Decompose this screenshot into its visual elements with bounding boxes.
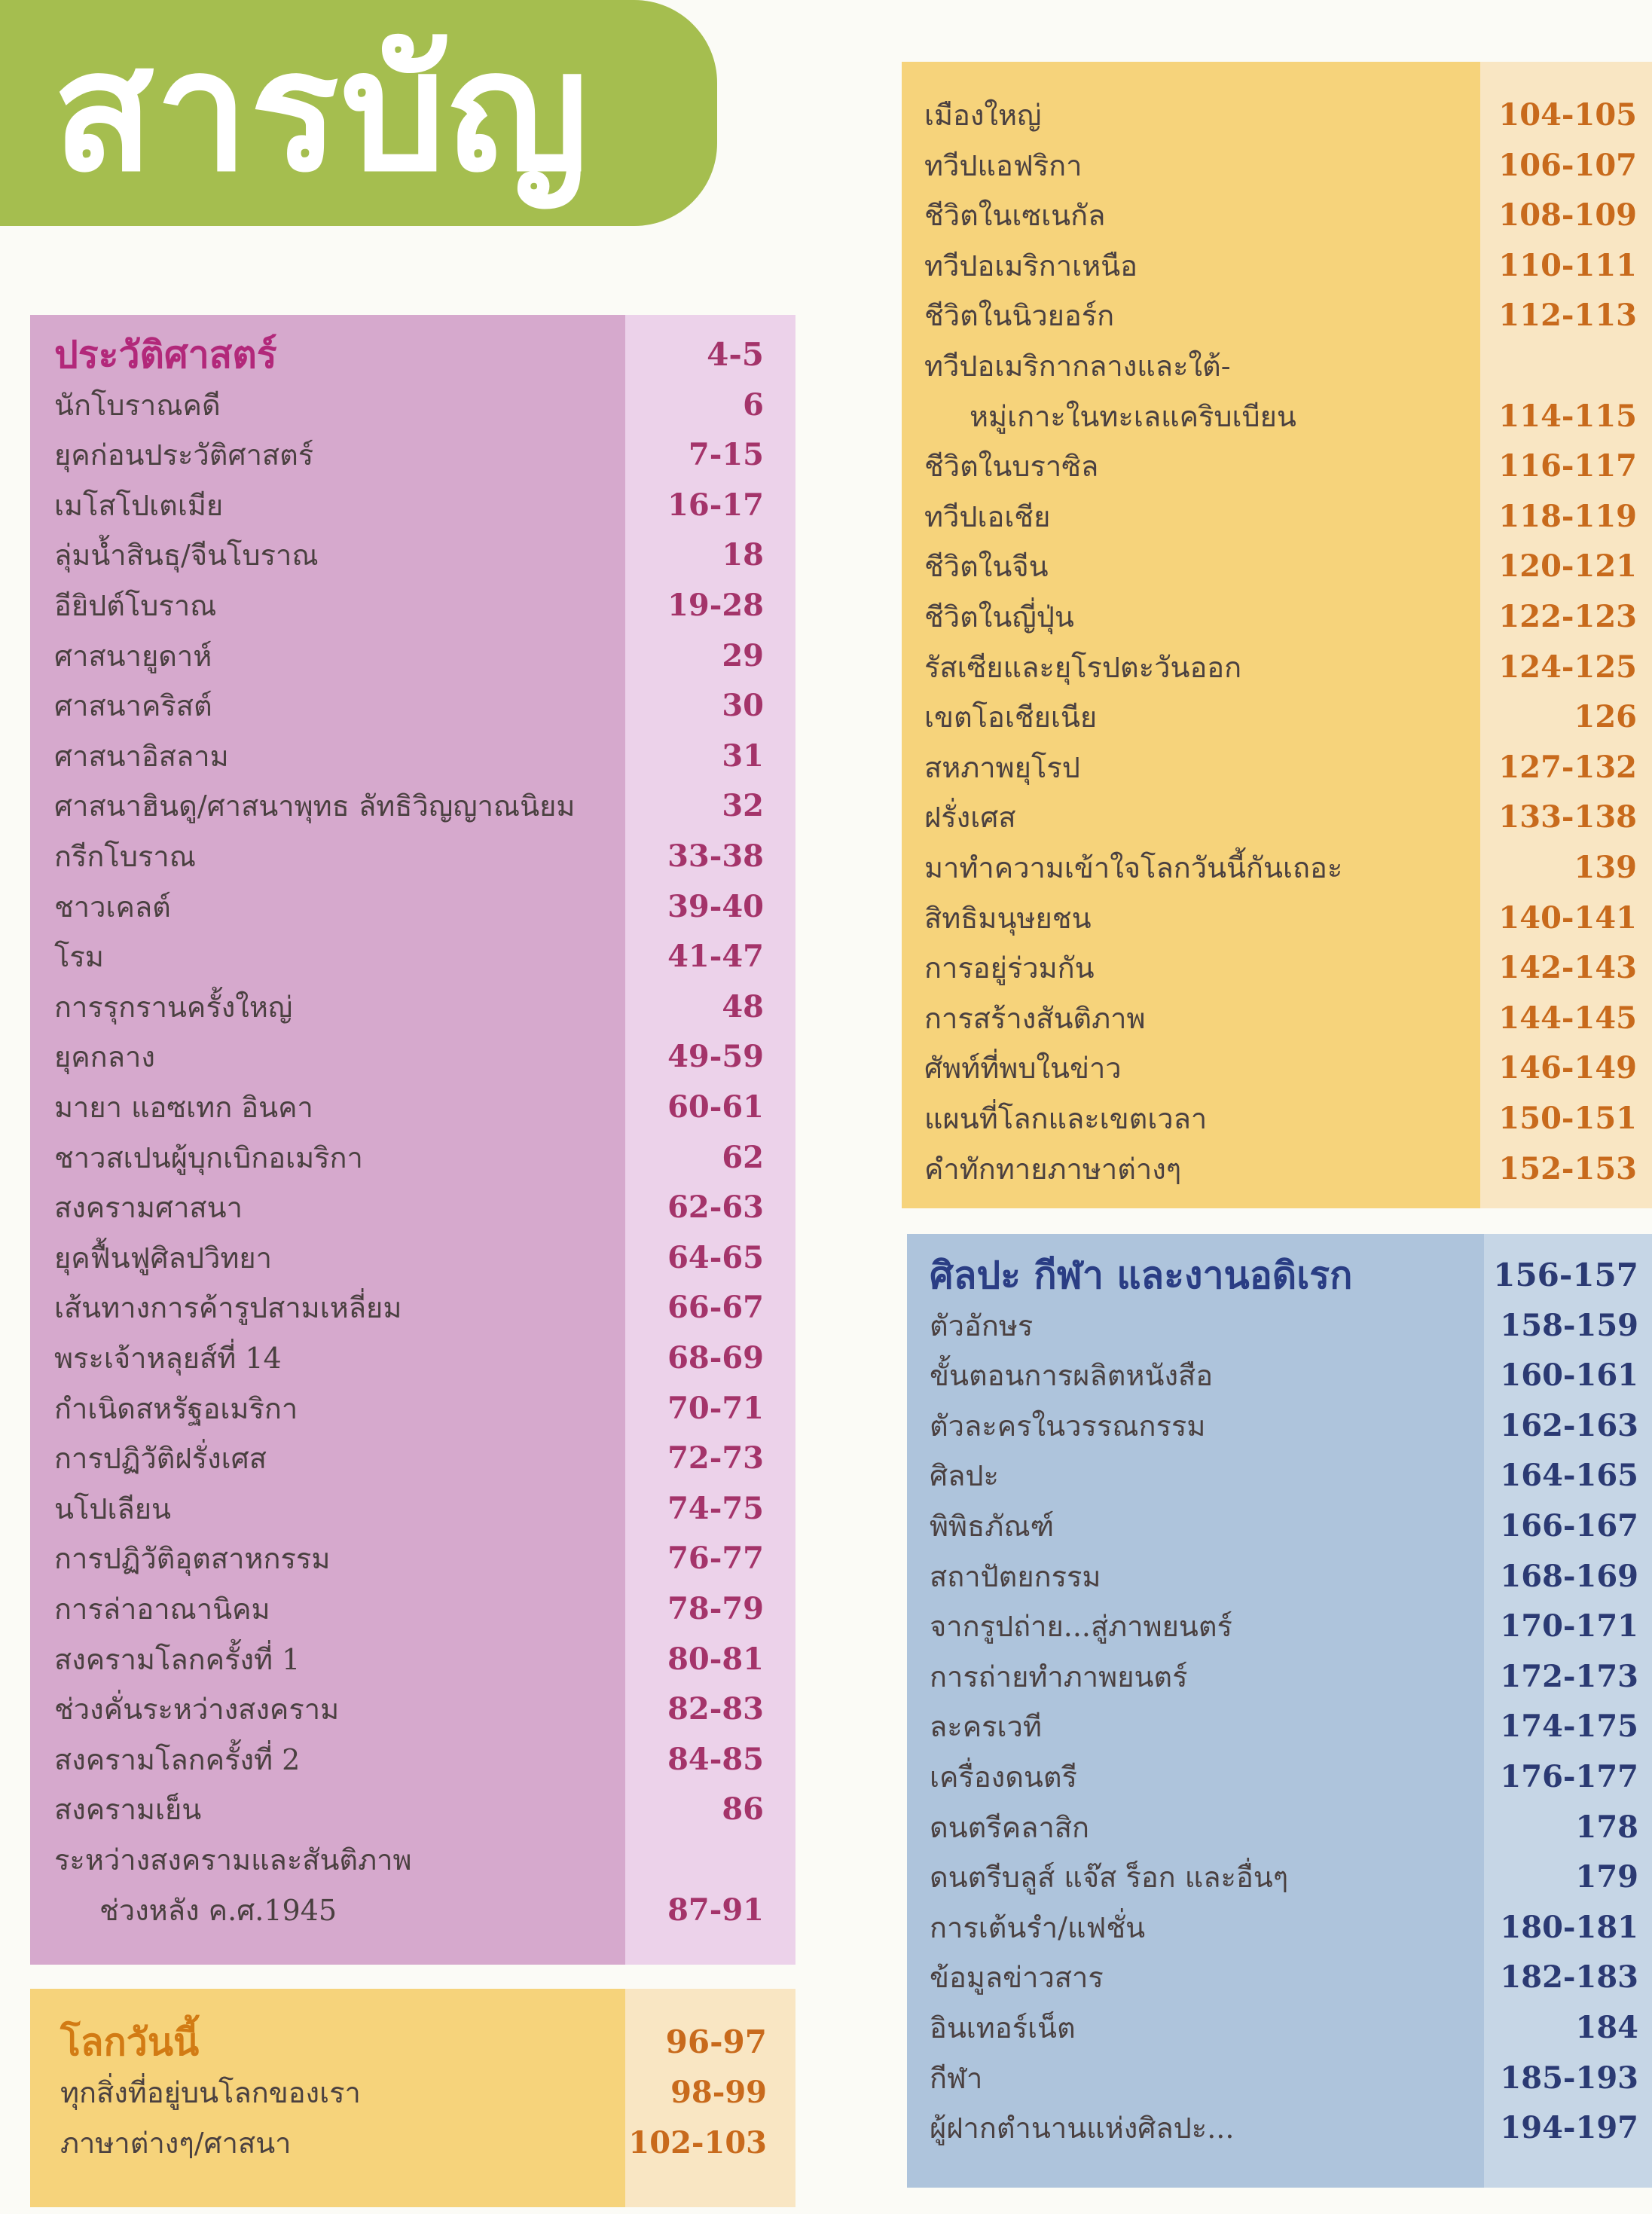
toc-entry-title: ละครเวที xyxy=(930,1710,1042,1744)
toc-entry-title: จากรูปถ่าย...สู่ภาพยนตร์ xyxy=(930,1610,1232,1644)
toc-entry xyxy=(54,1684,795,1734)
toc-entry-title: การปฏิวัติฝรั่งเศส xyxy=(54,1442,267,1476)
toc-entry-title: ผู้ฝากตำนานแห่งศิลปะ... xyxy=(930,2112,1235,2145)
toc-entry xyxy=(54,530,795,580)
toc-entry xyxy=(930,1602,1652,1651)
section-heading-pages: 4-5 xyxy=(707,336,764,373)
toc-entry-title: สงครามโลกครั้งที่ 2 xyxy=(54,1742,301,1776)
toc-entry xyxy=(930,1351,1652,1400)
toc-entry xyxy=(930,1803,1652,1852)
page-title: สารบัญ xyxy=(53,15,591,208)
toc-entry-title: อินเทอร์เน็ต xyxy=(930,2011,1076,2045)
toc-entry-pages: 152-153 xyxy=(1498,1150,1637,1186)
toc-entry-pages: 7-15 xyxy=(688,437,764,473)
toc-entry-pages: 118-119 xyxy=(1498,498,1637,534)
toc-entry-pages: 133-138 xyxy=(1498,799,1637,835)
toc-entry-pages: 179 xyxy=(1575,1859,1638,1895)
toc-entry-pages: 126 xyxy=(1574,699,1637,735)
section-heading-title: โลกวันนี้ xyxy=(60,2020,200,2064)
toc-entry xyxy=(924,492,1652,542)
toc-entry-title: การถ่ายทำภาพยนตร์ xyxy=(930,1660,1188,1693)
toc-entry-title: กำเนิดสหรัฐอเมริกา xyxy=(54,1391,298,1425)
toc-entry-pages: 162-163 xyxy=(1500,1407,1638,1443)
toc-entry-title: สิทธิมนุษยชน xyxy=(924,901,1092,935)
toc-entry-pages: 166-167 xyxy=(1500,1508,1638,1544)
toc-entry-pages: 87-91 xyxy=(667,1892,764,1928)
section-heading xyxy=(930,1251,1652,1300)
toc-entry-pages: 76-77 xyxy=(667,1541,764,1577)
toc-entry xyxy=(924,341,1652,391)
toc-entry xyxy=(930,1903,1652,1953)
toc-entry-title: เส้นทางการค้ารูปสามเหลี่ยม xyxy=(54,1291,402,1325)
toc-entry-title: สงครามเย็น xyxy=(54,1793,202,1827)
toc-entry-title: ชีวิตในญี่ปุ่น xyxy=(924,600,1074,634)
toc-entry xyxy=(54,1384,795,1434)
toc-entry xyxy=(54,1233,795,1283)
toc-entry-pages: 78-79 xyxy=(667,1591,764,1626)
toc-entry-pages: 168-169 xyxy=(1500,1558,1638,1594)
toc-entry xyxy=(54,1534,795,1583)
toc-entry-pages: 41-47 xyxy=(667,939,764,975)
toc-entry xyxy=(924,592,1652,642)
toc-entry-pages: 139 xyxy=(1574,850,1637,885)
toc-entry-title: การปฏิวัติอุตสาหกรรม xyxy=(54,1542,331,1576)
toc-entry xyxy=(924,843,1652,893)
section-heading-pages: 156-157 xyxy=(1493,1257,1638,1293)
toc-entry-title: ชีวิตในนิวยอร์ก xyxy=(924,299,1115,333)
toc-entry-title: คำทักทายภาษาต่างๆ xyxy=(924,1152,1182,1186)
toc-entry-title: ทวีปอเมริกาเหนือ xyxy=(924,249,1137,282)
toc-entry-title: ดนตรีบลูส์ แจ๊ส ร็อก และอื่นๆ xyxy=(930,1861,1289,1895)
toc-entry-title: ชาวสเปนผู้บุกเบิกอเมริกา xyxy=(54,1141,363,1174)
toc-entry xyxy=(54,1283,795,1333)
toc-entry-title: การเต้นรำ/แฟชั่น xyxy=(930,1910,1146,1944)
toc-entry-title: ยุคก่อนประวัติศาสตร์ xyxy=(54,438,314,472)
toc-entry-title: การล่าอาณานิคม xyxy=(54,1593,270,1626)
toc-entry-title: นักโบราณคดี xyxy=(54,388,221,422)
toc-entry-title: รัสเซียและยุโรปตะวันออก xyxy=(924,650,1242,684)
toc-entry-title: สหภาพยุโรป xyxy=(924,750,1080,784)
toc-entry-pages: 102-103 xyxy=(628,2125,767,2161)
toc-entry-pages: 172-173 xyxy=(1500,1658,1638,1694)
toc-entry xyxy=(930,1752,1652,1802)
toc-entry-pages: 178 xyxy=(1575,1809,1638,1845)
toc-entry-title: ลุ่มน้ำสินธุ/จีนโบราณ xyxy=(54,539,319,573)
toc-entry-pages: 174-175 xyxy=(1500,1709,1638,1745)
toc-entry-title: ศาสนาคริสต์ xyxy=(54,689,212,723)
toc-entry-title: กรีกโบราณ xyxy=(54,840,196,873)
toc-entry-title: ตัวละครในวรรณกรรม xyxy=(930,1409,1206,1443)
toc-entry xyxy=(54,1635,795,1684)
toc-entry-pages: 124-125 xyxy=(1498,649,1637,685)
toc-entry xyxy=(54,1584,795,1634)
toc-entry-pages: 66-67 xyxy=(667,1290,764,1326)
toc-entry-title: อียิปต์โบราณ xyxy=(54,589,217,622)
toc-entry-title: ดนตรีคลาสิก xyxy=(930,1810,1089,1844)
toc-entry xyxy=(924,792,1652,842)
toc-entry-title: ศาสนายูดาห์ xyxy=(54,639,212,673)
toc-entry xyxy=(54,1133,795,1183)
toc-entry xyxy=(54,832,795,881)
toc-entry-pages: 184 xyxy=(1575,2010,1638,2045)
toc-entry xyxy=(54,1434,795,1483)
toc-entry-title: แผนที่โลกและเขตเวลา xyxy=(924,1102,1208,1135)
title-banner xyxy=(0,0,717,226)
toc-entry-pages: 30 xyxy=(722,688,764,724)
toc-entry-pages: 164-165 xyxy=(1500,1458,1638,1494)
toc-entry-title: ทุกสิ่งที่อยู่บนโลกของเรา xyxy=(60,2076,361,2109)
toc-entry xyxy=(54,681,795,731)
toc-entry xyxy=(54,631,795,681)
section-today xyxy=(30,1989,795,2207)
toc-entry-pages: 70-71 xyxy=(667,1390,764,1426)
toc-entry xyxy=(54,1333,795,1383)
toc-entry-pages: 114-115 xyxy=(1498,398,1637,434)
toc-entry-pages: 80-81 xyxy=(667,1641,764,1677)
toc-entry xyxy=(54,430,795,480)
toc-entry xyxy=(54,1484,795,1534)
toc-entry-pages: 64-65 xyxy=(667,1239,764,1275)
section-history xyxy=(30,315,795,1965)
toc-entry-pages: 6 xyxy=(743,386,764,423)
toc-entry-title: ศาสนาฮินดู/ศาสนาพุทธ ลัทธิวิญญาณนิยม xyxy=(54,789,576,823)
toc-entry xyxy=(930,1451,1652,1501)
toc-entry xyxy=(924,692,1652,742)
toc-entry-pages: 29 xyxy=(722,637,764,673)
toc-entry-pages: 158-159 xyxy=(1500,1307,1638,1343)
toc-entry xyxy=(54,1835,795,1885)
toc-entry xyxy=(924,943,1652,993)
section-arts xyxy=(907,1234,1652,2188)
toc-entry-pages: 19-28 xyxy=(667,588,764,623)
toc-entry xyxy=(930,1501,1652,1551)
toc-entry-title: ฝรั่งเศส xyxy=(924,801,1016,835)
toc-entry-pages: 150-151 xyxy=(1498,1101,1637,1136)
toc-entry-title: พิพิธภัณฑ์ xyxy=(930,1510,1055,1543)
toc-entry xyxy=(924,1144,1652,1194)
toc-entry xyxy=(54,1083,795,1132)
section-heading-pages: 96-97 xyxy=(665,2023,767,2060)
section-heading-title: ประวัติศาสตร์ xyxy=(54,332,277,377)
toc-entry xyxy=(924,1094,1652,1144)
toc-entry-pages: 62 xyxy=(722,1139,764,1175)
toc-entry-title: เครื่องดนตรี xyxy=(930,1761,1077,1794)
toc-entry-pages: 110-111 xyxy=(1498,247,1637,283)
toc-entry-title: ทวีปอเมริกากลางและใต้- xyxy=(924,350,1231,383)
toc-entry-title: ชีวิตในบราซิล xyxy=(924,450,1099,484)
toc-entry-pages: 116-117 xyxy=(1498,448,1637,484)
toc-entry-title: ข้อมูลข่าวสาร xyxy=(930,1961,1104,1995)
toc-entry-pages: 120-121 xyxy=(1498,548,1637,585)
toc-entry xyxy=(924,141,1652,191)
toc-entry-pages: 98-99 xyxy=(670,2075,767,2110)
toc-entry-title: สถาปัตยกรรม xyxy=(930,1559,1101,1593)
toc-entry xyxy=(930,1552,1652,1602)
toc-entry-title: สงครามโลกครั้งที่ 1 xyxy=(54,1642,301,1676)
toc-entry xyxy=(60,2118,795,2168)
toc-entry-title: ชีวิตในเซเนกัล xyxy=(924,199,1106,233)
toc-entry xyxy=(924,241,1652,291)
toc-entry-title: การอยู่ร่วมกัน xyxy=(924,951,1095,985)
toc-entry xyxy=(924,743,1652,792)
toc-entry-pages: 74-75 xyxy=(667,1490,764,1526)
toc-entry xyxy=(54,1735,795,1785)
toc-entry-pages: 194-197 xyxy=(1500,2110,1638,2146)
toc-entry xyxy=(924,191,1652,240)
toc-entry-title: มายา แอซเทก อินคา xyxy=(54,1091,313,1124)
section-heading xyxy=(54,330,795,380)
toc-entry-pages: 185-193 xyxy=(1500,2060,1638,2096)
toc-entry-pages: 144-145 xyxy=(1498,1000,1637,1036)
toc-entry xyxy=(924,1043,1652,1093)
toc-entry-pages: 182-183 xyxy=(1500,1959,1638,1996)
toc-entry-title: ภาษาต่างๆ/ศาสนา xyxy=(60,2127,292,2160)
toc-entry-pages: 127-132 xyxy=(1498,749,1637,785)
toc-entry-pages: 62-63 xyxy=(667,1189,764,1226)
toc-entry-title: ศาสนาอิสลาม xyxy=(54,739,229,773)
toc-entry-title: หมู่เกาะในทะเลแคริบเบียน xyxy=(970,399,1296,433)
toc-entry-pages: 48 xyxy=(722,988,764,1025)
toc-entry xyxy=(54,1886,795,1935)
toc-entry xyxy=(54,1032,795,1082)
toc-entry-pages: 49-59 xyxy=(667,1039,764,1075)
toc-entry-pages: 86 xyxy=(722,1791,764,1828)
section-heading-title: ศิลปะ กีฬา และงานอดิเรก xyxy=(930,1253,1353,1297)
toc-entry-pages: 72-73 xyxy=(667,1440,764,1477)
toc-entry-pages: 112-113 xyxy=(1498,298,1637,334)
toc-entry xyxy=(930,1702,1652,1751)
toc-entry-pages: 104-105 xyxy=(1498,97,1637,133)
toc-entry-title: เขตโอเชียเนีย xyxy=(924,701,1098,734)
toc-entry-title: ศิลปะ xyxy=(930,1459,999,1493)
toc-entry xyxy=(924,643,1652,692)
toc-entry-title: เมืองใหญ่ xyxy=(924,99,1042,132)
toc-entry-pages: 170-171 xyxy=(1500,1608,1638,1644)
toc-entry xyxy=(54,1183,795,1232)
toc-entry-title: เมโสโปเตเมีย xyxy=(54,488,224,522)
toc-entry-pages: 33-38 xyxy=(667,838,764,874)
toc-entry xyxy=(930,2103,1652,2153)
toc-entry xyxy=(54,581,795,631)
toc-entry-title: ยุคกลาง xyxy=(54,1040,155,1074)
section-today-continued xyxy=(902,62,1652,1208)
toc-entry-pages: 32 xyxy=(722,788,764,824)
toc-entry-pages: 106-107 xyxy=(1498,147,1637,183)
toc-entry-title: สงครามศาสนา xyxy=(54,1191,243,1225)
toc-entry xyxy=(930,2003,1652,2053)
toc-entry-title: ศัพท์ที่พบในข่าว xyxy=(924,1052,1122,1086)
toc-entry-pages: 140-141 xyxy=(1498,899,1637,936)
toc-entry-title: ช่วงคั่นระหว่างสงคราม xyxy=(54,1693,340,1727)
toc-entry-title: ทวีปเอเชีย xyxy=(924,499,1051,533)
toc-entry xyxy=(924,542,1652,591)
toc-entry-title: มาทำความเข้าใจโลกวันนี้กันเถอะ xyxy=(924,851,1343,884)
toc-entry-title: ชาวเคลต์ xyxy=(54,890,171,924)
toc-entry xyxy=(54,982,795,1032)
toc-entry-pages: 31 xyxy=(722,737,764,774)
toc-entry-title: การรุกรานครั้งใหญ่ xyxy=(54,990,293,1024)
toc-entry-title: โรม xyxy=(54,940,104,974)
toc-entry-title: ระหว่างสงครามและสันติภาพ xyxy=(54,1843,412,1877)
toc-entry-pages: 146-149 xyxy=(1498,1050,1637,1086)
toc-entry-pages: 82-83 xyxy=(667,1691,764,1727)
toc-entry-title: นโปเลียน xyxy=(54,1492,172,1525)
toc-entry-title: ช่วงหลัง ค.ศ.1945 xyxy=(99,1893,337,1927)
toc-entry xyxy=(54,731,795,781)
toc-entry-title: ขั้นตอนการผลิตหนังสือ xyxy=(930,1359,1214,1393)
toc-entry xyxy=(924,441,1652,491)
toc-entry-title: ตัวอักษร xyxy=(930,1309,1034,1342)
toc-entry xyxy=(54,380,795,430)
toc-entry xyxy=(54,932,795,982)
toc-entry-pages: 142-143 xyxy=(1498,950,1637,986)
toc-entry-pages: 39-40 xyxy=(667,888,764,924)
toc-entry-pages: 176-177 xyxy=(1500,1759,1638,1794)
toc-entry xyxy=(930,2054,1652,2103)
toc-entry-pages: 16-17 xyxy=(667,487,764,523)
toc-entry-title: พระเจ้าหลุยส์ที่ 14 xyxy=(54,1342,282,1375)
toc-entry xyxy=(924,893,1652,943)
toc-entry xyxy=(924,392,1652,441)
toc-entry xyxy=(60,2068,795,2118)
toc-entry xyxy=(930,1852,1652,1902)
toc-entry-title: ทวีปแอฟริกา xyxy=(924,148,1083,182)
toc-entry-pages: 160-161 xyxy=(1500,1357,1638,1394)
toc-entry-pages: 180-181 xyxy=(1500,1909,1638,1945)
toc-entry xyxy=(54,481,795,530)
toc-entry-title: กีฬา xyxy=(930,2061,983,2095)
toc-entry-pages: 122-123 xyxy=(1498,599,1637,634)
toc-entry-title: การสร้างสันติภาพ xyxy=(924,1001,1146,1035)
toc-entry xyxy=(54,1785,795,1834)
toc-entry-pages: 18 xyxy=(722,537,764,573)
toc-entry xyxy=(924,90,1652,140)
toc-entry-pages: 68-69 xyxy=(667,1340,764,1376)
toc-entry-pages: 108-109 xyxy=(1498,197,1637,234)
toc-entry xyxy=(930,1652,1652,1702)
toc-entry-pages: 84-85 xyxy=(667,1741,764,1777)
toc-entry xyxy=(924,291,1652,340)
toc-entry-title: ยุคฟื้นฟูศิลปวิทยา xyxy=(54,1241,272,1275)
toc-entry xyxy=(930,1953,1652,2002)
toc-entry xyxy=(930,1301,1652,1351)
toc-entry xyxy=(924,994,1652,1043)
toc-entry xyxy=(54,882,795,932)
toc-entry-title: ชีวิตในจีน xyxy=(924,550,1049,584)
toc-entry xyxy=(54,781,795,831)
toc-entry xyxy=(930,1401,1652,1451)
section-heading xyxy=(60,2017,795,2067)
toc-entry-pages: 60-61 xyxy=(667,1089,764,1125)
